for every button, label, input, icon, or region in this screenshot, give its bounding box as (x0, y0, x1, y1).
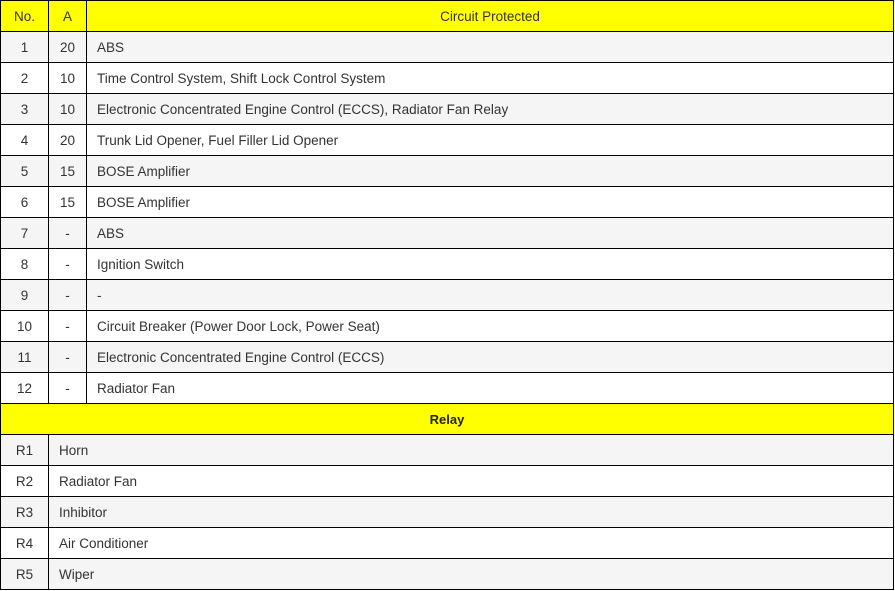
fuse-amperage: - (49, 373, 87, 404)
header-row (1, 1, 894, 32)
fuse-circuit-protected: ABS (87, 32, 894, 63)
relay-section-header-row (1, 404, 894, 435)
fuse-amperage: 15 (49, 187, 87, 218)
table-row (1, 249, 894, 280)
relay-circuit-protected: Inhibitor (49, 497, 894, 528)
fuse-amperage: - (49, 342, 87, 373)
fuse-amperage: 20 (49, 125, 87, 156)
table-row (1, 528, 894, 559)
fuse-amperage: - (49, 218, 87, 249)
relay-circuit-protected: Air Conditioner (49, 528, 894, 559)
fuse-circuit-protected: Electronic Concentrated Engine Control (ECCS), Radiator Fan Relay (87, 94, 894, 125)
table-row (1, 497, 894, 528)
relay-number: R2 (1, 466, 49, 497)
relay-section-label: Relay (1, 404, 894, 435)
fuse-number: 10 (1, 311, 49, 342)
table-row (1, 466, 894, 497)
table-row (1, 156, 894, 187)
fuse-number: 6 (1, 187, 49, 218)
fuse-number: 4 (1, 125, 49, 156)
fuse-circuit-protected: Circuit Breaker (Power Door Lock, Power Seat) (87, 311, 894, 342)
fuse-amperage: 10 (49, 63, 87, 94)
fuse-number: 7 (1, 218, 49, 249)
fuse-amperage: 20 (49, 32, 87, 63)
fuse-number: 12 (1, 373, 49, 404)
relay-circuit-protected: Radiator Fan (49, 466, 894, 497)
relay-number: R3 (1, 497, 49, 528)
column-header-amperage: A (49, 1, 87, 32)
fuse-amperage: - (49, 311, 87, 342)
fuse-number: 1 (1, 32, 49, 63)
table-row (1, 94, 894, 125)
fuse-circuit-protected: BOSE Amplifier (87, 156, 894, 187)
fuse-amperage: - (49, 280, 87, 311)
fuse-circuit-protected: ABS (87, 218, 894, 249)
column-header-circuit-protected: Circuit Protected (87, 1, 894, 32)
table-row (1, 373, 894, 404)
fuse-amperage: 15 (49, 156, 87, 187)
fuse-number: 9 (1, 280, 49, 311)
table-row (1, 218, 894, 249)
fuse-circuit-protected: - (87, 280, 894, 311)
fuse-circuit-protected: Radiator Fan (87, 373, 894, 404)
table-row (1, 435, 894, 466)
fuse-amperage: - (49, 249, 87, 280)
table-row (1, 342, 894, 373)
relay-circuit-protected: Wiper (49, 559, 894, 590)
fuse-circuit-protected: Ignition Switch (87, 249, 894, 280)
fuse-number: 2 (1, 63, 49, 94)
table-row (1, 311, 894, 342)
table-row (1, 63, 894, 94)
fuse-number: 8 (1, 249, 49, 280)
table-row (1, 187, 894, 218)
table-row (1, 125, 894, 156)
relay-number: R1 (1, 435, 49, 466)
table-header (1, 1, 894, 32)
fuse-circuit-protected: Time Control System, Shift Lock Control System (87, 63, 894, 94)
fuse-number: 3 (1, 94, 49, 125)
fuse-circuit-protected: Electronic Concentrated Engine Control (ECCS) (87, 342, 894, 373)
fuse-circuit-protected: Trunk Lid Opener, Fuel Filler Lid Opener (87, 125, 894, 156)
table-row (1, 280, 894, 311)
fuse-circuit-protected: BOSE Amplifier (87, 187, 894, 218)
table-body (1, 32, 894, 590)
column-header-number: No. (1, 1, 49, 32)
fuse-number: 5 (1, 156, 49, 187)
relay-number: R5 (1, 559, 49, 590)
fuse-amperage: 10 (49, 94, 87, 125)
fuse-number: 11 (1, 342, 49, 373)
table-row (1, 559, 894, 590)
relay-number: R4 (1, 528, 49, 559)
table-row (1, 32, 894, 63)
relay-circuit-protected: Horn (49, 435, 894, 466)
